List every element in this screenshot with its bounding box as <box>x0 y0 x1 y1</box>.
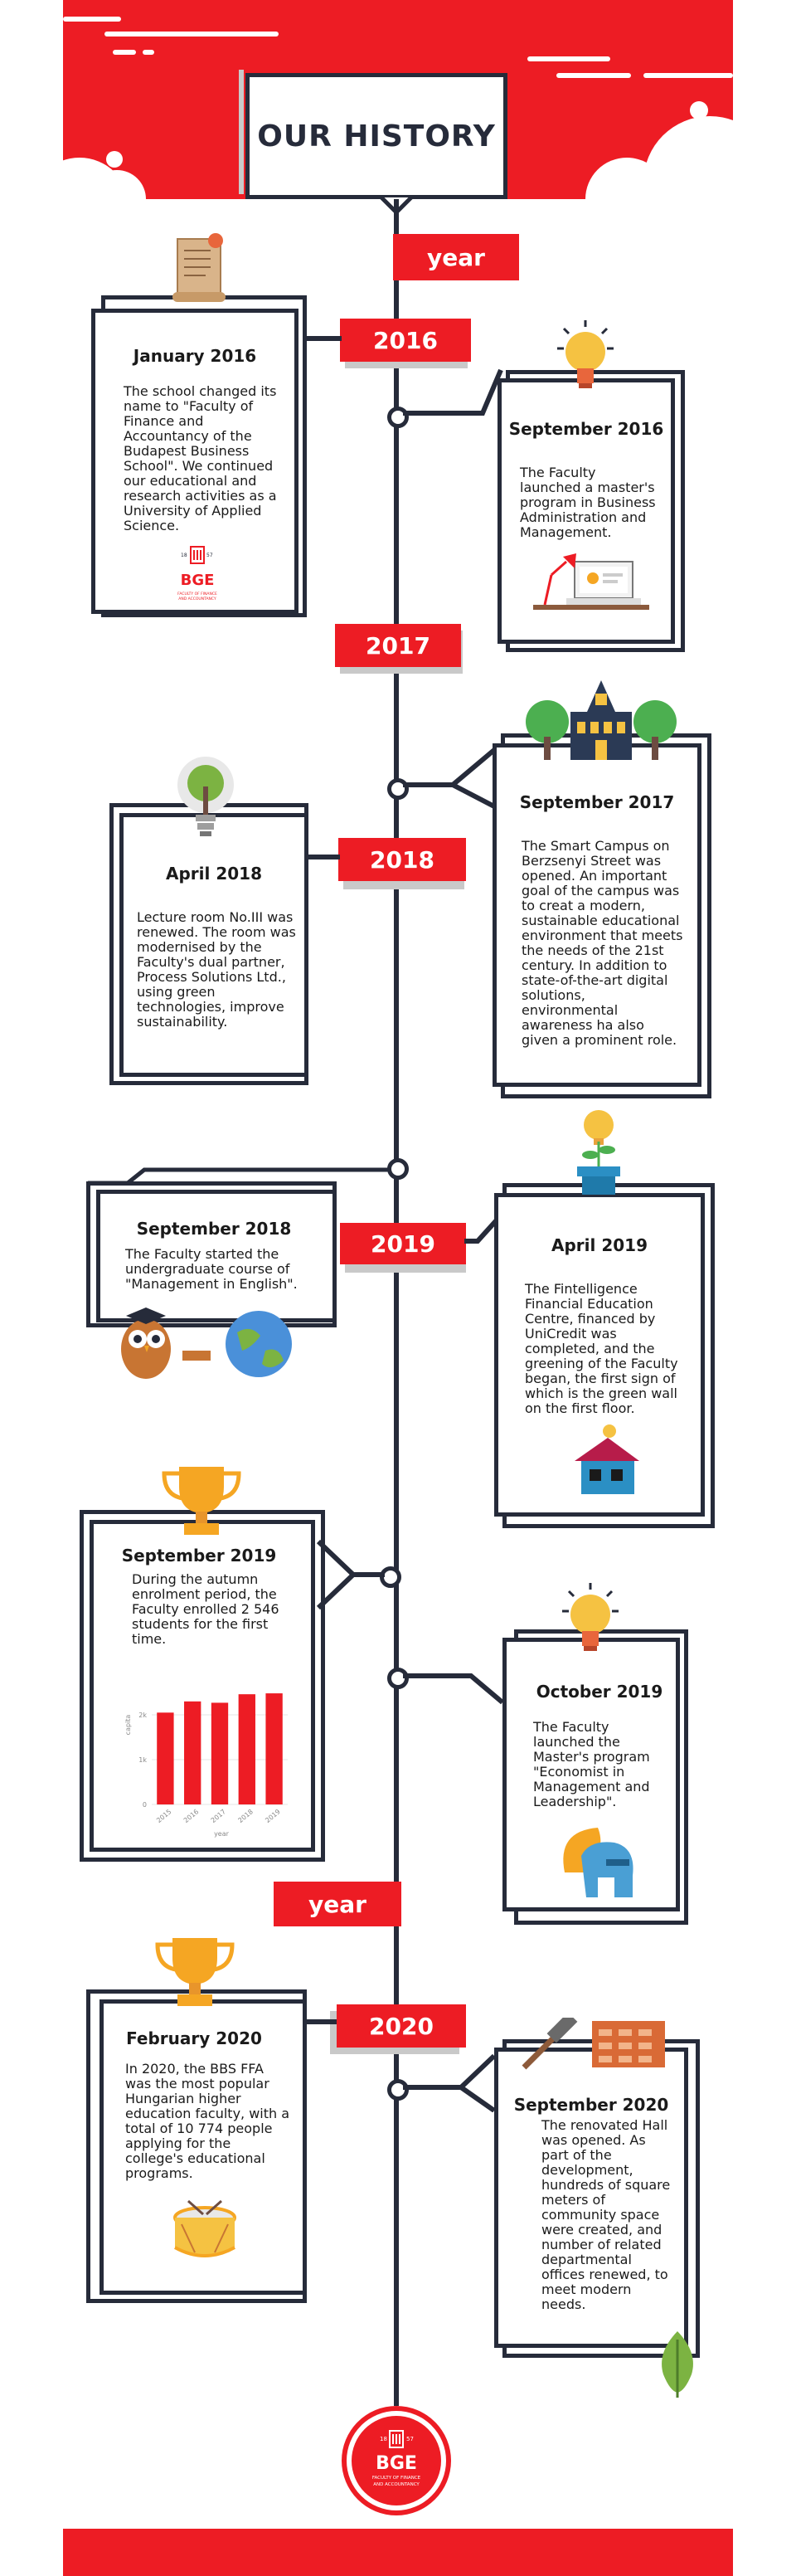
scroll-diploma-icon <box>169 231 232 307</box>
card-apr-2019 <box>494 1193 705 1517</box>
cloud-shape <box>690 101 708 119</box>
event-title: April 2018 <box>166 864 262 884</box>
logo-sub1: FACULTY OF FINANCE <box>371 2476 421 2481</box>
chart-x-tick: 2015 <box>155 1808 173 1825</box>
bge-logo-icon <box>352 2416 441 2505</box>
event-text: The Fintelligence Financial Education Centre, financed by UniCredit was completed, and the greening of the Faculty began, the first sign of which is the green wall on the first floor. <box>525 1281 678 1416</box>
logo-57: 57 <box>206 553 213 558</box>
event-title: September 2017 <box>519 792 675 812</box>
year-badge-2017: 2017 <box>335 624 461 667</box>
chart-xlabel: year <box>214 1830 229 1838</box>
desk-lamp-laptop-icon <box>533 545 649 615</box>
event-title: October 2019 <box>536 1682 663 1702</box>
drum-icon <box>170 2199 240 2266</box>
cloud-shape <box>106 151 123 168</box>
event-title: January 2016 <box>133 346 257 366</box>
year-badge-2018: 2018 <box>338 838 466 881</box>
event-title: February 2020 <box>126 2028 262 2048</box>
chart-bar <box>239 1694 255 1804</box>
decor-line <box>113 50 136 55</box>
event-text: The Faculty started the undergraduate course of "Management in English". <box>125 1246 298 1292</box>
event-title: April 2019 <box>551 1235 648 1255</box>
chart-x-tick: 2017 <box>209 1808 228 1825</box>
chart-bar <box>184 1702 201 1804</box>
connector <box>317 1538 385 1609</box>
card-feb-2020 <box>100 1999 307 2295</box>
event-text: The Smart Campus on Berzsenyi Street was opened. An important goal of the campus was to creat a modern, sustainable educational environment that meets the needs of the 21st century. In addition to state-of-the-art digital solutions, environmental awareness ha also given a prominent role. <box>522 838 683 1048</box>
chart-bar <box>211 1702 228 1804</box>
logo-name: BGE <box>180 572 215 589</box>
logo-57: 57 <box>406 2436 414 2442</box>
campus-building-icon <box>524 679 678 762</box>
card-sep-2016 <box>498 378 675 644</box>
cloud-shape <box>677 133 688 144</box>
card-jan-2016 <box>91 309 298 614</box>
card-apr-2018 <box>119 813 308 1077</box>
lightbulb-icon <box>559 1581 622 1658</box>
year-badge-2019: 2019 <box>340 1223 466 1264</box>
event-text: Lecture room No.III was renewed. The room was modernised by the Faculty's dual partner, Process Solutions Ltd., using green technologies, improve sustainability. <box>137 909 296 1030</box>
decor-line <box>609 73 627 78</box>
event-text: The school changed its name to "Faculty of Finance and Accountancy of the Budapest Business School". We continued our educational and research activities as a University of Applied Science. <box>124 383 277 533</box>
logo-name: BGE <box>376 2453 417 2474</box>
logo-18: 18 <box>181 553 187 558</box>
year-badge-2016: 2016 <box>340 319 471 362</box>
connector <box>305 336 342 341</box>
hammer-bricks-icon <box>516 2018 670 2076</box>
trophy-icon <box>151 1933 239 2011</box>
decor-line <box>143 50 154 55</box>
chart-x-tick: 2019 <box>264 1808 282 1825</box>
chart-y-tick: 0 <box>142 1801 147 1809</box>
lightbulb-icon <box>554 319 617 395</box>
event-title: September 2018 <box>136 1219 292 1239</box>
tree-bulb-icon <box>174 753 237 841</box>
chart-x-tick: 2018 <box>236 1808 255 1825</box>
card-sep-2017 <box>493 743 701 1087</box>
plant-bulb-icon <box>570 1108 627 1196</box>
connector <box>307 2019 337 2024</box>
logo-sub1: FACULTY OF FINANCE <box>177 592 217 597</box>
card-sep-2019 <box>90 1520 315 1852</box>
card-sep-2020 <box>494 2048 688 2348</box>
timeline-line <box>394 199 399 2406</box>
title-box <box>245 73 507 199</box>
event-text: During the autumn enrolment period, the Faculty enrolled 2 546 students for the first time. <box>132 1571 279 1647</box>
chart-x-tick: 2016 <box>182 1808 201 1825</box>
decor-line <box>104 32 279 37</box>
connector <box>403 1668 507 1706</box>
logo-sub2: AND ACCOUNTANCY <box>373 2482 420 2487</box>
event-text: The Faculty launched a master's program in Business Administration and Management. <box>520 465 656 540</box>
owl-globe-icon <box>113 1299 300 1382</box>
logo-sub2: AND ACCOUNTANCY <box>178 597 216 601</box>
logo-18: 18 <box>380 2436 387 2442</box>
page-title: OUR HISTORY <box>257 119 496 153</box>
chart-y-tick: 1k <box>138 1756 147 1764</box>
event-title: September 2016 <box>508 419 664 439</box>
event-title: September 2019 <box>121 1546 277 1566</box>
connector <box>403 747 499 810</box>
event-text: In 2020, the BBS FFA was the most popular Hungarian higher education faculty, with a total of 10 774 people applying for the college's educational programs. <box>125 2061 290 2181</box>
trophy-icon <box>158 1462 245 1540</box>
year-label: year <box>393 234 519 280</box>
decor-line <box>527 56 610 61</box>
event-title: September 2020 <box>513 2095 669 2115</box>
chart-bar <box>157 1712 173 1804</box>
house-coin-icon <box>573 1423 641 1497</box>
connector <box>403 365 506 420</box>
leaf-icon <box>655 2328 700 2399</box>
chart-bar <box>265 1693 282 1804</box>
decor-line <box>63 17 121 22</box>
footer-bar <box>63 2529 733 2576</box>
chart-ylabel: capita <box>124 1714 132 1736</box>
chart-y-tick: 2k <box>138 1712 147 1719</box>
title-shadow <box>239 70 244 194</box>
year-label: year <box>274 1882 401 1926</box>
enrolment-chart <box>122 1658 296 1841</box>
connector <box>307 855 340 859</box>
card-oct-2019 <box>502 1638 680 1911</box>
decor-line <box>643 73 733 78</box>
event-text: The Faculty launched the Master's program "Economist in Management and Leadership". <box>533 1719 650 1809</box>
event-text: The renovated Hall was opened. As part of the development, hundreds of square meters of community space were created, and number of related departmental offices renewed, to meet modern needs. <box>541 2117 671 2312</box>
year-badge-2020: 2020 <box>337 2004 466 2048</box>
connector <box>403 2049 498 2112</box>
bottom-logo <box>352 2416 441 2505</box>
spartan-helmet-icon <box>556 1823 639 1902</box>
bge-logo-icon <box>177 545 218 606</box>
